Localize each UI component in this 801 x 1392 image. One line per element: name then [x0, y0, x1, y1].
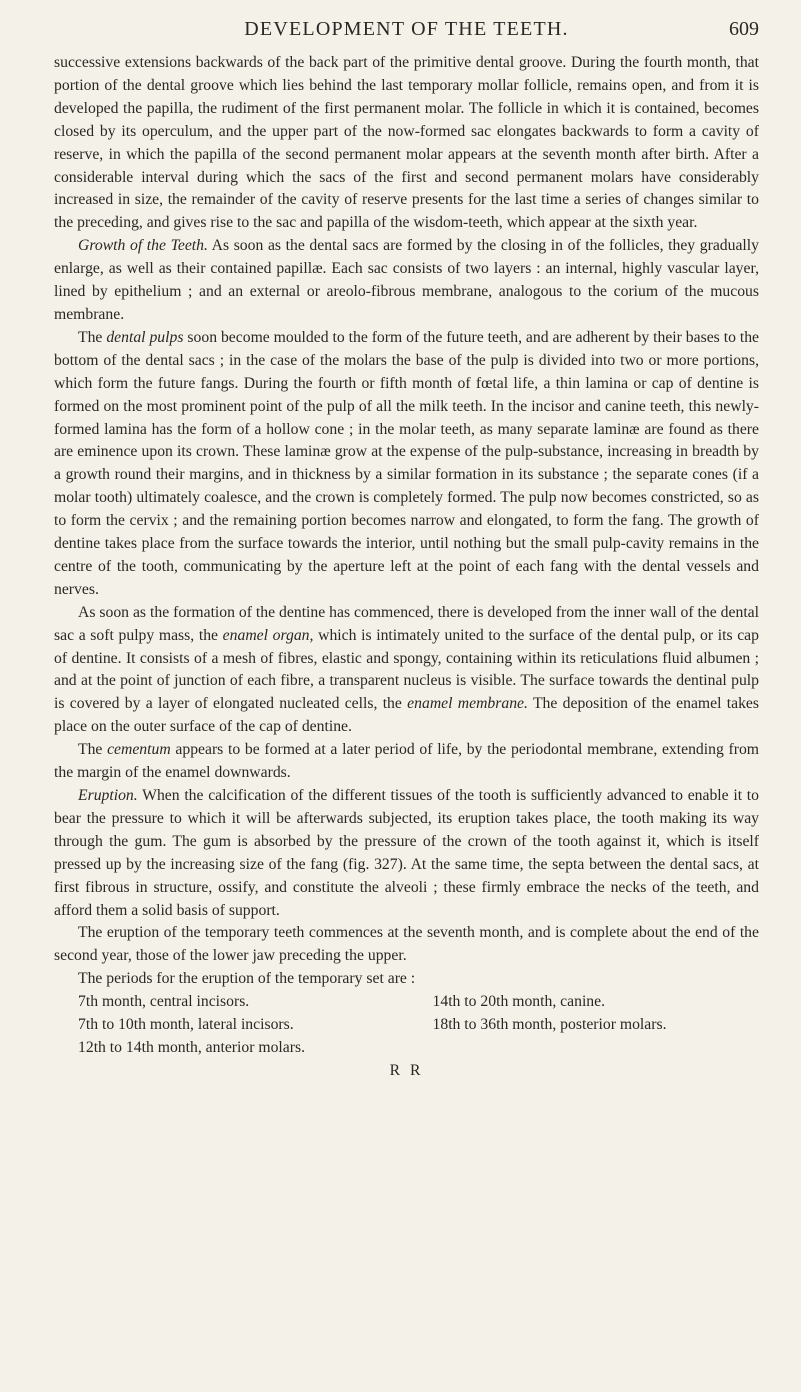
paragraph-text: soon become moulded to the form of the future teeth, and are adherent by their bases to the bottom of the dental sacs ; in the case of the molars the base of the pulp is divided into two or more portions, which form the future fangs. During the fourth or fifth month of fœtal life, a thin lamina or cap of dentine is formed on the most prominent point of the pulp of all the milk teeth. In the incisor and canine teeth, this newly-formed lamina has the form of a hollow cone ; in the molar teeth, as many separate laminæ are found as there are eminence upon its crown. These laminæ grow at the expense of the pulp-substance, increasing in breadth by a growth round their margins, and in thickness by a similar formation in its substance ; the separate cones (if a molar tooth) ultimately coalesce, and the crown is completely formed. The pulp now becomes constricted, so as to form the cervix ; and the remaining portion becomes narrow and elongated, to form the fang. The growth of dentine takes place from the surface towards the interior, until nothing but the small pulp-cavity remains in the centre of the tooth, communicating by the aperture left at the point of each fang with the dental vessels and nerves. [54, 328, 760, 598]
page-number: 609 [729, 18, 759, 40]
paragraph-periods-intro [54, 968, 759, 991]
period-entry [433, 1037, 760, 1060]
section-heading-growth: Growth of the Teeth. [78, 237, 208, 255]
eruption-periods-table [54, 991, 759, 1060]
period-entry: 7th month, central incisors. [78, 993, 250, 1011]
paragraph-wisdom-teeth [54, 52, 759, 235]
period-entry: 14th to 20th month, canine. [432, 993, 606, 1011]
paragraph-eruption-timing [54, 922, 759, 968]
paragraph-text: The eruption of the temporary teeth commences at the seventh month, and is complete about the end of the second year, those of the lower jaw preceding the upper. [54, 924, 759, 965]
paragraph-text: As soon as the formation of the dentine has commenced, there is developed from the inner wall of the dental sac a soft pulpy mass, the [54, 603, 759, 644]
paragraph-cementum [54, 739, 759, 785]
body-text [54, 52, 759, 991]
section-heading-eruption: Eruption. [78, 787, 138, 804]
paragraph-growth [54, 235, 759, 327]
paragraph-text: The [78, 328, 107, 346]
signature-mark: R R [389, 1061, 424, 1079]
paragraph-text: successive extensions backwards of the back part of the primitive dental groove. During the fourth month, that portion of the dental groove which lies behind the last temporary mollar follicle, remains open, and from it is developed the papilla, the rudiment of the first permanent molar. The follicle in which it is contained, becomes closed by its operculum, and the upper part of the now-formed sac elongates backwards to form a cavity of reserve, in which the papilla of the second permanent molar appears at the seventh month after birth. After a considerable interval during which the sacs of the first and second permanent molars have considerably increased in size, the remainder of the cavity of reserve presents for the last time a series of changes similar to the preceding, and gives rise to the sac and papilla of the wisdom-teeth, which appear at the sixth year. [54, 54, 759, 232]
period-entry: 18th to 36th month, posterior molars. [432, 1016, 667, 1034]
paragraph-enamel-organ [54, 602, 759, 739]
paragraph-eruption [54, 785, 759, 922]
period-entry: 12th to 14th month, anterior molars. [78, 1038, 306, 1056]
paragraph-text: The deposition of the enamel takes place on the outer surface of the cap of dentine. [54, 695, 759, 736]
paragraph-text: appears to be formed at a later period of life, by the periodontal membrane, extending from the margin of the enamel downwards. [54, 741, 759, 782]
paragraph-text: As soon as the dental sacs are formed by the closing in of the follicles, they gradually enlarge, as well as their contained papillæ. Each sac consists of two layers : an internal, highly vascular layer, lined by epithelium ; and an external or areolo-fibrous membrane, analogous to the corium of the mucous membrane. [54, 237, 759, 323]
term-enamel-organ: enamel organ, [222, 626, 314, 644]
term-enamel-membrane: enamel membrane. [407, 695, 528, 713]
term-cementum: cementum [107, 741, 171, 759]
paragraph-text: The periods for the eruption of the temporary set are : [78, 970, 416, 988]
period-entry: 7th to 10th month, lateral incisors. [78, 1016, 294, 1034]
term-dental-pulps: dental pulps [106, 328, 184, 346]
paragraph-text: which is intimately united to the surface of the dental pulp, or its cap of dentine. It consists of a mesh of fibres, elastic and spongy, containing within its reticulations fluid albumen ; and at the point of junction of each fibre, a transparent nucleus is visible. The surface towards the dentinal pulp is covered by a layer of elongated nucleated cells, the [54, 626, 759, 713]
running-head: DEVELOPMENT OF THE TEETH. [244, 18, 569, 40]
paragraph-dental-pulps [54, 327, 759, 602]
paragraph-text: When the calcification of the different tissues of the tooth is sufficiently advanced to enable it to bear the pressure to which it will be afterwards subjected, its eruption takes place, the tooth making its way through the gum. The gum is absorbed by the pressure of the crown of the tooth against it, which is itself pressed up by the increasing size of the fang (fig. 327). At the same time, the septa between the dental sacs, at first fibrous in structure, ossify, and constitute the alveoli ; these firmly embrace the necks of the teeth, and afford them a solid basis of support. [54, 787, 759, 919]
paragraph-text: The [78, 741, 108, 759]
page-header [54, 10, 759, 46]
